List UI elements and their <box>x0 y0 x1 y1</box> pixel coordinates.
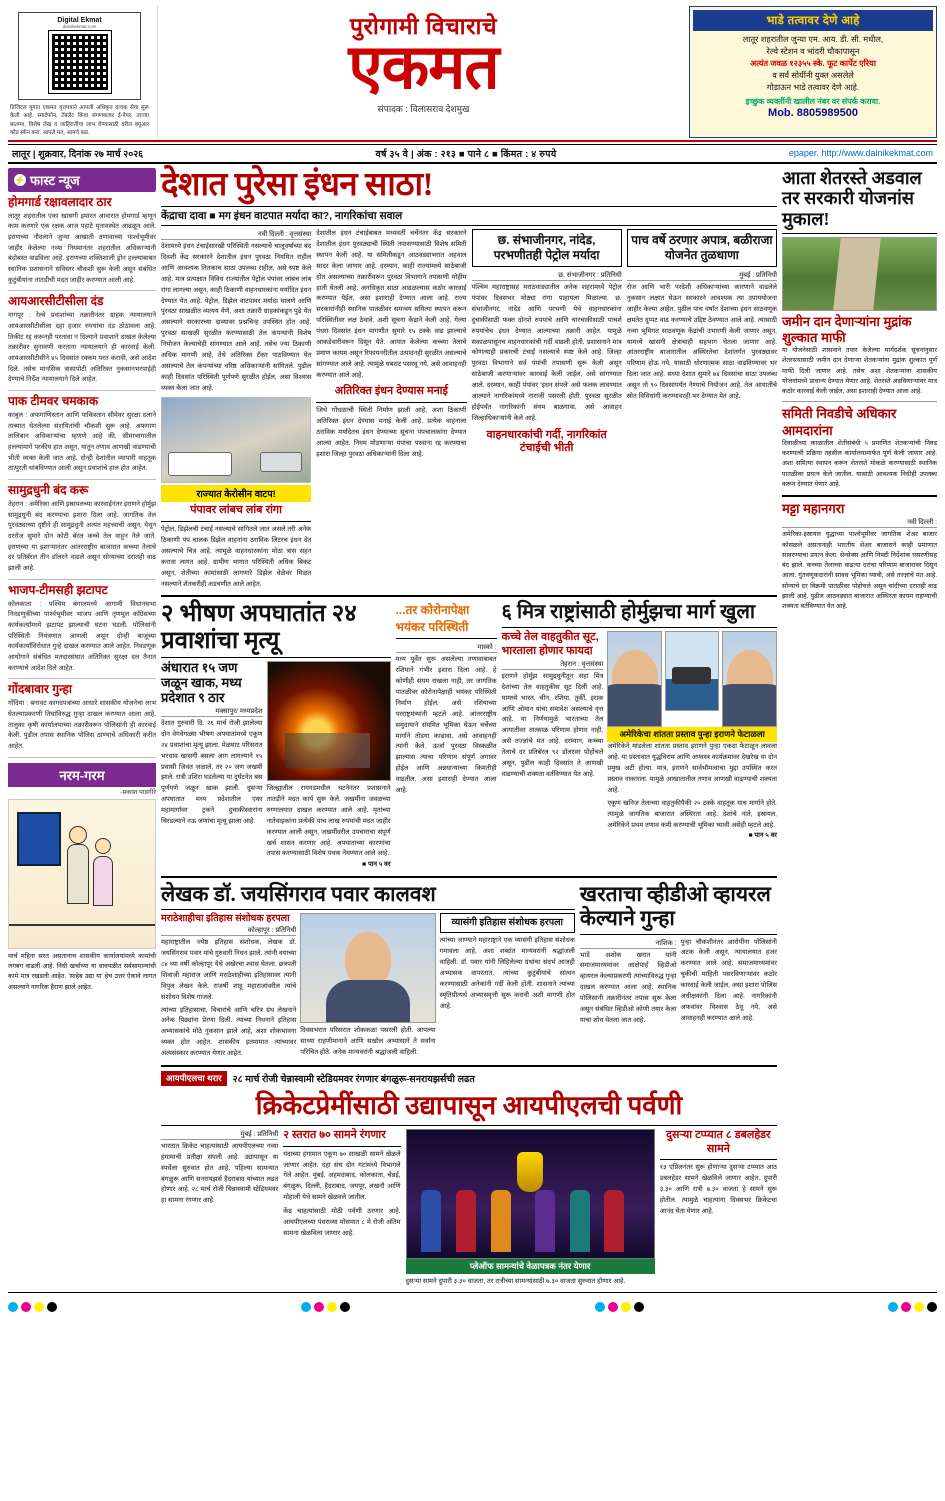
leader-portrait-right <box>722 631 777 727</box>
hormuz-subhead: कच्चे तेल वाहतुकीत सूट, भारताला होणार फायदा <box>501 631 599 658</box>
cartoon-figure-1 <box>67 844 89 904</box>
ad-heading: भाडे तत्वावर देणे आहे <box>693 10 933 31</box>
cartoon-caption: मार्च महिना सरत असतानाच शासकीय कार्यालयांमध्ये कामांची लगबग वाढली आहे. निधी खर्चाच्या या धावपळीत सर्वसामान्यांची कामे मात्र रखडली आहेत. 'साहेब उद्या या' हेच उत्तर ऐकावे लागत असल्याने नागरिक हैराण झाले आहेत. <box>8 952 156 991</box>
body-text: एकूण खनिज तेलाच्या वाहतुकीपैकी २० टक्के वाहतूक याच मार्गाने होते. त्यामुळे जागतिक बाजारात अस्थिरता आहे. देशांचे नाते, इस्रायल, अमेरिकेने प्रथम तणाव कमी करण्याची भूमिका घ्यावी असेही म्हटले आहे. <box>607 799 777 829</box>
page-reference: ■ पान ५ वर <box>362 861 391 869</box>
masthead-center <box>158 6 689 138</box>
second-section <box>161 601 777 871</box>
subsection-heading: वाहनधारकांची गर्दी, नागरिकांत टंचाईची भीती <box>486 428 607 455</box>
divider <box>660 1159 777 1160</box>
byline: मुंबई : प्रतिनिधी <box>161 1129 278 1140</box>
divider <box>161 521 311 522</box>
rail-title: सामुद्रधुनी बंद करू <box>8 483 89 497</box>
box-headline: व्यासंगी इतिहास संशोधक हरपला <box>440 913 575 933</box>
rail-text: लातूर शहरातील एका खासगी इमारत आवारात होमगार्ड म्हणून काम करणारे एक रक्षक आज पहाटे मृतावस्थेत आढळून आले. इराणच्या नौदलाने जुन्या आखाती तणावाच्या पार्श्वभूमीवर जाहीर केलेल्या नव्या नियमानंतर शहरातील अधिकाऱ्यांनी बंदोबस्त वाढविला आहे. इराणच्या शक्तिशाली ड्रोन हल्ल्याबाबत स्थानिक प्रशासनाने सविस्तर चौकशी सुरू केली असून संबंधित कुटुंबीयांना तातडीची मदत जाहीर करण्यात आली आहे. <box>8 212 156 284</box>
ipl-photo-column <box>406 1129 655 1288</box>
cmyk-group-mid2 <box>595 1296 644 1312</box>
narm-garam-header: नरम-गरम <box>8 763 156 787</box>
accident-headline: २ भीषण अपघातांत २४ प्रवाशांचा मृत्यू <box>161 601 357 654</box>
divider <box>782 401 937 402</box>
cmyk-group-mid <box>301 1296 350 1312</box>
ipl-section <box>161 1071 777 1288</box>
oil-tanker-photo <box>665 631 720 711</box>
portrait-torso <box>326 980 410 1022</box>
ipl-column-4 <box>660 1129 777 1288</box>
ipl-columns <box>161 1129 777 1288</box>
ad-mobile-number[interactable]: Mob. 8805989500 <box>768 107 858 120</box>
divider <box>782 495 937 497</box>
body-text: पुन्हा चौकशीनंतर आरोपींना पोलिसांनी अटक केली असून, न्यायालयात हजर करण्यात आले आहे. समाजमाध्यमांवर चुकीची माहिती पसरविणाऱ्यांवर कठोर कारवाई केली जाईल, असा इशारा पोलिस अधीक्षकांनी दिला आहे. नागरिकांनी अफवांवर विश्वास ठेवू नये, असे आवाहनही करण्यात आले आहे. <box>680 938 777 1022</box>
box-headline: पाच वर्षे ठरणार अपात्र, बळीराजा योजनेत तुळधाणा <box>627 229 777 267</box>
lead-column-1 <box>161 229 311 590</box>
cmyk-group-left <box>8 1296 57 1312</box>
subsection-heading: अतिरिक्त इंधन देण्यास मनाई <box>334 385 448 398</box>
divider <box>502 627 777 628</box>
divider <box>316 402 466 403</box>
body-text: दुसऱ्या सामने दुपारी ३.३० वाजता, तर रात्रीच्या सामन्यांसाठी ७.३० वाजता सुरुवात होणार आहे. <box>405 1277 626 1285</box>
body-text: देशामध्ये इंधन टंचाईसारखी परिस्थिती नसल्याचे चालूवर्षाच्या बंद दिवशी केंद्र सरकारने देशातील इंधन पुरवठा नियमित राहील आणि आवश्यक तितकाच साठा उपलब्ध राहील, असे स्पष्ट केले आहे. मात्र प्रत्यक्षात विविध राज्यांतील पेट्रोल पंपांवर लांबच लांब रांगा लागल्या असून, काही ठिकाणी वाहनधारकांना मर्यादित इंधन देण्यात येत आहे. पेट्रोल, डिझेल वाटपावर मर्यादा घालणे आणि पुरवठा साखळीत व्यत्यय येणे, अशा तक्रारी ग्राहकांकडून पुढे येत असल्याने सरकारच्या दाव्यावर प्रश्नचिन्ह उपस्थित होत आहे. पुरवठा साखळी सुरळीत करण्यासाठी तेल कंपन्यांनी विशेष नियोजन केल्याचेही सांगण्यात आले आहे. तसेच ज्या ठिकाणी अधिक मागणी आहे, तेथे अतिरिक्त टँकर पाठविण्यात येत असल्याचे तेल कंपन्यांच्या वरिष्ठ अधिकाऱ्यांनी सांगितले. पुढील काही दिवसांत परिस्थिती पूर्णपणे सुरळीत होईल, असा विश्वास व्यक्त केला जात आहे. <box>161 243 312 392</box>
body-text: दिवसभरात परिसरात शोककळा पसरली होती. आपल्या साध्या राहणीमानाने आणि सखोल अभ्यासाने ते सर्वांना परिचित होते. अनेक मान्यवरांनी श्रद्धांजली वाहिली. <box>300 1027 436 1057</box>
qr-title: Digital Ekmat <box>57 17 102 24</box>
rail-title: भाजप-टीमसही झटापट <box>8 582 108 597</box>
byline: नवी दिल्ली : वृत्तसंस्था <box>161 229 311 240</box>
ad-footer: इच्छुक व्यक्तींनी खालील नंबर वर संपर्क करावा. <box>745 97 881 107</box>
byline: कोल्हापूर : प्रतिनिधी <box>161 925 296 936</box>
divider <box>396 638 497 639</box>
bus-fire-photo <box>267 661 391 781</box>
body-text: देशातील इंधन टंचाईबाबत मध्यवर्ती चर्चेनंतर केंद्र सरकारने देशातील इंधन पुरवठ्याची स्थिती तपासण्यासाठी विशेष समिती स्थापन केली आहे. या समितीकडून आठवड्याभरात अहवाल सादर केला जाणार आहे. दरम्यान, काही राज्यांमध्ये साठेबाजी होत असल्याच्या तक्रारींवरून पुरवठा विभागाने तपासणी मोहीम हाती घेतली आहे. अनधिकृत साठा आढळल्यास कठोर कारवाई करण्यात येईल, असा इशाराही देण्यात आला आहे. राज्य सरकारांनीही स्थानिक पातळीवर समन्वय समित्या स्थापन करून परिस्थितीवर लक्ष ठेवावे, अशी सूचना केंद्राने केली आहे. गेल्या पंधरा दिवसांत इंधन मागणीत सुमारे १५ टक्के वाढ झाल्याचे आकडेवारीवरून दिसून येते. आयात केलेल्या कच्च्या तेलाचे प्रमाण कायम असून रिफायनरीतील उत्पादनही सुरळीत असल्याचे सांगण्यात आले आहे. त्यामुळे घबराट पसरवू नये, असे आवाहनही करण्यात आले आहे. <box>316 230 467 379</box>
ad-line-4: गोडाऊन भाडे तत्वावर देणे आहे. <box>766 82 860 92</box>
cartoon-image <box>8 799 156 949</box>
qr-code-image <box>49 31 111 93</box>
masthead-left-note: डिजिटल युगात एकमत वृत्तपत्राने आपली अधिकृत वाचक सेवा सुरू केली आहे. स्मार्टफोन, टॅबलेट किंवा संगणकावर ई-पेपर, ताज्या बातम्या, विशेष लेख व जाहिरातींचा लाभ घेण्यासाठी वरील क्यूआर कोड स्कॅन करा. आपले मत, आमचे बळ. <box>10 105 149 137</box>
fuel-queue-photo <box>161 397 311 483</box>
masthead <box>8 6 937 142</box>
market-headline: मट्टा महानगरा <box>782 501 845 517</box>
byline: मास्को : <box>396 642 497 653</box>
byline: मक्सापुर/ मध्यप्रदेश <box>161 706 263 717</box>
corona-headline: ...तर कोरोनापेक्षा भयंकर परिस्थिती <box>395 603 470 635</box>
lead-column-4 <box>627 229 777 590</box>
masthead-editor: संपादक : विलासराव देशमुख <box>377 104 470 115</box>
rail-title: आयआरसीटीसीला दंड <box>8 294 104 309</box>
body-text: या योजनेसाठी शासनाने तयार केलेल्या मार्गदर्शक सूचनांनुसार शेतरस्त्यासाठी जमीन दान देणाऱ्या शेतकऱ्यांना मुद्रांक शुल्कात पूर्ण माफी दिली जाणार आहे. तसेच अशा शेतकऱ्यांना शासकीय योजनांमध्ये प्राधान्य देण्यात येणार आहे. शेतरस्ते अडविणाऱ्यांवर मात्र कठोर कारवाई केली जाईल, असा इशाराही देण्यात आला आहे. <box>782 347 937 396</box>
lead-column-3 <box>472 229 622 590</box>
divider <box>161 1125 777 1126</box>
body-text: १३ एप्रिलनंतर सुरू होणाऱ्या दुसऱ्या टप्प्यात आठ डबलहेडर सामने खेळविले जाणार आहेत. दुपारी ३.३० आणि रात्री ७.३० वाजता हे सामने सुरू होतील. त्यामुळे चाहत्यांना दिवसभर क्रिकेटचा आनंद घेता येणार आहे. <box>659 1164 777 1215</box>
cartoon-board <box>17 812 61 866</box>
accident-subhead: अंधारात १५ जण जळून खाक, मध्य प्रदेशात ९ ठार <box>161 660 242 706</box>
body-text: महाराष्ट्रातील ज्येष्ठ इतिहास संशोधक, लेखक डॉ. जयसिंगराव पवार यांचे गुरुवारी निधन झाले. त्यांनी वयाच्या ८४ व्या वर्षी कोल्हापूर येथे अखेरचा श्वास घेतला. छत्रपती शिवाजी महाराज आणि मराठेशाहीच्या इतिहासावर त्यांनी विपुल लेखन केले. राजर्षी शाहू महाराजांवरील त्यांचे संशोधन विशेष गाजले. <box>161 939 297 1001</box>
list-item[interactable] <box>8 291 156 391</box>
rail-text: काबुल : अफगाणिस्तान आणि पाकिस्तान सीमेवर सुरक्षा दलाने ताब्यात घेतलेल्या संशयितांची चौकशी सुरू आहे. अफगाण तालिबान अधिकाऱ्यांचा म्हणणे आहे की, सीमाभागातील हल्ल्यांमागे परकीय हात असून, यातून तणाव आणखी वाढण्याची भीती व्यक्त केली जात आहे. दोन्ही देशांतील व्यापारी वाहतूक तात्पुरती थांबविण्यात आली असून प्रवाशांचे हाल होत आहेत. <box>8 411 156 473</box>
page-body <box>8 168 937 1288</box>
ipl-box1-head: २ स्तरात ७० सामने रंगणार <box>283 1128 386 1141</box>
divider <box>161 909 575 910</box>
ipl-kicker: आयपीएलचा थरार <box>161 1071 227 1086</box>
rail-text: नागपूर : रेल्वे प्रवाशांच्या तक्रारीनंतर ग्राहक न्यायालयाने आयआरसीटीसीला दहा हजार रुपयांचा दंड ठोठावला आहे. तिकीट रद्द करूनही परतावा न दिल्याने प्रवाशाने दाखल केलेल्या तक्रारीवर सुनावणी करताना न्यायालयाने ही कारवाई केली. आयआरसीटीसीने ४५ दिवसांत रक्कम परत करावी, असे आदेश दिले. तसेच मानसिक त्रासापोटी अतिरिक्त नुकसानभरपाईही देण्याचे निर्देश न्यायालयाने दिले आहेत. <box>8 312 156 384</box>
divider <box>161 876 777 878</box>
list-item[interactable] <box>8 192 156 292</box>
hormuz-story <box>502 601 777 871</box>
ipl-headline: क्रिकेटप्रेमींसाठी उद्यापासून आयपीएलची पर्वणी <box>255 1090 683 1120</box>
photo-caption: प्लेऑफ सामन्यांचे वेळापत्रक नंतर येणार <box>406 1259 655 1274</box>
ad-body <box>693 31 933 96</box>
body-text: रोज आणि भारी परदेशी अधिकाऱ्यांच्या कारणाने वाढलेले नुकसान लक्षात घेऊन सरकारने आवश्यक त्या उपाययोजना जाहीर केल्या आहेत. पुढील पाच वर्षांत देशाच्या इंधन साठवणूक क्षमतेत दुप्पट वाढ करण्याचे उद्दिष्ट ठेवण्यात आले आहे. त्यासाठी नव्या भूमिगत साठवणूक केंद्रांची उभारणी केली जाणार असून, यामध्ये खासगी क्षेत्राचाही सहभाग घेतला जाणार आहे. आंतरराष्ट्रीय बाजारातील अस्थिरतेचा देशांतर्गत पुरवठ्यावर परिणाम होऊ नये, यासाठी धोरणात्मक साठा वाढविण्यावर भर दिला जात आहे. सध्या देशात सुमारे ७४ दिवसांचा साठा उपलब्ध असून तो ९० दिवसांपर्यंत नेण्याचे नियोजन आहे. तेल आयातीचे स्रोत विविधांगी करण्यावरही भर देण्यात येत आहे. <box>626 284 777 400</box>
body-text: भारतात क्रिकेट चाहत्यांसाठी आयपीएलच्या नव्या हंगामाची प्रतीक्षा संपली आहे. उद्यापासून या स्पर्धेला सुरुवात होत आहे. पहिल्या सामन्यात बंगळुरू आणि सनरायझर्स हैदराबाद यांच्यात लढत होणार आहे. २८ मार्च रोजी चिन्नास्वामी स्टेडियमवर हा सामना रंगणार आहे. <box>161 1142 279 1205</box>
cartoon-figure-2 <box>93 856 113 906</box>
body-text: पश्चिम महाराष्ट्रासह मराठवाड्यातील अनेक शहरांमध्ये पेट्रोल पंपांवर दिवसभर मोठ्या रांगा पाहायला मिळाल्या. छ. संभाजीनगर, नांदेड आणि परभणी येथे वाहनधारकांना दुचाकीसाठी फक्त दोनशे रुपयांचे आणि चारचाकीसाठी पाचशे रुपयांचेच इंधन देण्यात आल्याच्या तक्रारी आहेत. यामुळे सकाळपासूनच वाहनधारकांची गर्दी वाढली होती. प्रशासनाने मात्र कोणत्याही प्रकारची टंचाई नसल्याचे स्पष्ट केले आहे. जिल्हा पुरवठा विभागाने सर्व पंपांची तपासणी सुरू केली असून साठेबाजी करणाऱ्यांवर कारवाई केली जाईल, असे सांगण्यात आले. दरम्यान, काही पंपांवर 'इंधन संपले' असे फलक लावण्यात आल्याने नागरिकांमध्ये नाराजी पसरली होती. पुरवठा सुरळीत होईपर्यंत नागरिकांनी संयम बाळगावा, असे आवाहन जिल्हाधिकाऱ्यांनी केले आहे. <box>471 284 622 422</box>
issue-date: लातूर | शुक्रवार, दिनांक २७ मार्च २०२६ <box>12 148 144 160</box>
rail-text: तेहरान : अमेरिका आणि इस्रायलच्या कारवाईनंतर इराणने होर्मुझ सामुद्रधुनी बंद करण्याचा इशारा दिला आहे. जागतिक तेल पुरवठ्याच्या दृष्टीने ही सामुद्रधुनी अत्यंत महत्त्वाची असून, येथून दररोज सुमारे दोन कोटी बॅरल कच्चे तेल वाहून नेले जाते. इराणच्या या इशाऱ्यानंतर आंतरराष्ट्रीय बाजारात कच्च्या तेलाचे दर प्रतिबॅरल तीन डॉलरने वाढले असून सोन्याच्या दरातही वाढ झाली आहे. <box>8 501 156 573</box>
body-text: जिथे गोंधळाची स्थिती निर्माण झाली आहे, अशा ठिकाणी अतिरिक्त इंधन देण्यास मनाई केली आहे. प्रत्येक वाहनाला ठराविक मर्यादेतच इंधन देण्याच्या सूचना पंपचालकांना देण्यात आल्या आहेत. नियम मोडणाऱ्या पंपांचा परवाना रद्द करण्याचा इशारा जिल्हा पुरवठा अधिकाऱ्यांनी दिला आहे. <box>316 407 467 458</box>
footer-color-bars <box>8 1292 937 1312</box>
cmyk-group-right <box>888 1296 937 1312</box>
right-rail <box>782 168 937 1288</box>
author-portrait <box>300 913 435 1023</box>
portrait-torso <box>722 684 777 726</box>
rail-text: कोलकाता : पश्चिम बंगालमध्ये आगामी विधानसभा निवडणुकीच्या पार्श्वभूमीवर भाजप आणि तृणमूल काँग्रेसच्या कार्यकर्त्यांमध्ये झटापट झाल्याची घटना घडली. पोलिसांनी परिस्थिती नियंत्रणात आणली असून दोन्ही बाजूंच्या कार्यकर्त्यांविरोधात गुन्हे दाखल करण्यात आले आहेत. निवडणूक आयोगाने संबंधित मतदारसंघात अतिरिक्त सुरक्षा दल तैनात करण्याचे आदेश दिले आहेत. <box>8 600 156 672</box>
body-text: पेट्रोल, डिझेलची टंचाई नसल्याचे सांगितले जात असले तरी अनेक ठिकाणी पंप चालक डिझेल वाहनांना ठराविक लिटरच इंधन देत असल्याचे चित्र आहे. त्यामुळे वाहनधारकांना मोठा त्रास सहन करावा लागत आहे. ग्रामीण भागात परिस्थिती अधिक बिकट असून, शेतीच्या कामांसाठी लागणारे डिझेल वेळेवर मिळत नसल्याने शेतकरीही अडचणीत आले आहेत. <box>161 526 312 588</box>
ipl-teams-photo <box>406 1129 655 1259</box>
body-text: दिवाळीच्या काळातील शेतीसंबंधी ५ प्रमाणित शेतकऱ्यांची निवड करण्याची प्रक्रिया तहसील कार्यालयामार्फत पूर्ण केली जाणार आहे. अशा समित्या स्थापन करून शेतरस्ते मोकळे करण्यासाठी स्थानिक पातळीवर प्रयत्न केले जातील. यासाठी आवश्यक निधीही उपलब्ध करून देण्यात येणार आहे. <box>782 439 937 488</box>
divider <box>283 1146 400 1147</box>
divider <box>161 657 391 658</box>
byline: नाशिक : <box>580 938 677 949</box>
hormuz-headline: ६ मित्र राष्ट्रांसाठी होर्मुझचा मार्ग खुला <box>501 601 756 624</box>
issue-volume: वर्ष ३५ वे | अंक : २१३ ■ पाने ८ ■ किंमत : ४ रुपये <box>375 148 557 160</box>
masthead-advertisement[interactable] <box>689 6 937 138</box>
rail-text: गोंदिया : बनावट कागदपत्रांच्या आधारे शासकीय योजनेचा लाभ घेतल्याप्रकरणी तिघांविरुद्ध गुन्हा दाखल करण्यात आला आहे. तालुका कृषी कार्यालयाच्या तक्रारीवरून पोलिसांनी ही कारवाई केली. पुढील तपास स्थानिक पोलिस ठाण्याचे अधिकारी करीत आहेत. <box>8 700 156 751</box>
body-text: भांडे अशोक खरात यांनी समाजमाध्यमांवर आक्षेपार्ह व्हिडीओ व्हायरल केल्याप्रकरणी त्यांच्याविरुद्ध गुन्हा दाखल करण्यात आला आहे. स्थानिक पोलिसांनी तक्रारीनंतर तपास सुरू केला असून संबंधित व्हिडीओ कोणी तयार केला याचा शोध घेतला जात आहे. <box>579 951 677 1024</box>
byline: छ. संभाजीनगर : प्रतिनिधी <box>472 270 622 281</box>
ad-line-0: लातूर शहरातील जुन्या एम. आय. डी. सी. मधील, <box>742 35 884 44</box>
body-text: मध्य पूर्वेत सुरू असलेल्या तणावाबाबत रशियाने गंभीर इशारा दिला आहे. हे कोणीही संयम राखला नाही, तर जागतिक पातळीवर कोरोनापेक्षाही भयंकर परिस्थिती निर्माण होईल, असे रशियाच्या परराष्ट्रमंत्र्यांनी म्हटले आहे. आंतरराष्ट्रीय समुदायाने संयमित भूमिका घेऊन चर्चेच्या मार्गाने तोडगा काढावा, असे आवाहनही त्यांनी केले. ऊर्जा पुरवठा विस्कळीत झाल्यास त्याचा परिणाम संपूर्ण जगावर होईल आणि अन्नधान्याच्या किमतीही वाढतील, असा इशाराही देण्यात आला आहे. <box>395 656 497 794</box>
ipl-column-2 <box>283 1129 400 1288</box>
narm-garam-author: -प्रकाश पाडगीरे <box>120 788 156 796</box>
masthead-tagline: पुरोगामी विचाराचे <box>349 13 498 39</box>
trophy-icon <box>517 1152 543 1192</box>
fast-news-title: फास्ट न्यूज <box>30 172 80 188</box>
epaper-link[interactable]: epaper. http://www.dainikekmat.com <box>788 148 933 159</box>
obituary-story <box>161 882 575 1060</box>
body-text: अमेरिकेने मांडलेला शांतता प्रस्ताव इराणने पुन्हा एकदा फेटाळून लावला आहे. या प्रस्तावात युद्धविराम आणि अण्वस्त्र कार्यक्रमावर देखरेख या दोन प्रमुख अटी होत्या. मात्र, इराणने सार्वभौमत्वाचा मुद्दा उपस्थित करत प्रस्ताव नाकारला. यामुळे आखातातील तणाव आणखी वाढण्याची शक्यता आहे. <box>607 743 777 794</box>
divider <box>161 595 777 597</box>
body-text: केंद्र चाहत्यांसाठी मोठी पर्वणी ठरणार आहे. आयपीएलच्या पंधराव्या मोसमात ८ मे रोजी अंतिम सामना खेळविला जाणार आहे. <box>283 1208 401 1237</box>
list-item[interactable] <box>8 580 156 680</box>
right-subhead-2: समिती निवडीचे अधिकार आमदारांना <box>782 406 897 438</box>
fast-news-rail <box>8 168 156 1288</box>
subsection-heading: पंपावर लांबच लांब रांगा <box>190 504 282 517</box>
third-section <box>161 882 777 1060</box>
bolt-icon: ⚡ <box>14 174 26 185</box>
right-subhead-1: जमीन दान देणाऱ्यांना मुद्रांक शुल्कात माफी <box>782 313 912 345</box>
qr-code-box[interactable] <box>18 12 141 100</box>
ad-line-3: व सर्व सोयींनी युक्त असलेले <box>772 70 854 80</box>
crime-story <box>580 882 777 1060</box>
body-text: इराणने होर्मुझ सामुद्रधुनीतून सहा मित्र देशांच्या तेल वाहतुकीस सूट दिली आहे. यामध्ये भारत, चीन, रशिया, तुर्की, इराक आणि ओमान यांचा समावेश असल्याचे वृत्त आहे. या निर्णयामुळे भारताच्या तेल आयातीवर तात्काळ परिणाम होणार नाही, असे तज्ज्ञांचे मत आहे. दरम्यान, कच्च्या तेलाचे दर प्रतिबॅरल ९२ डॉलरवर पोहोचले असून, पुढील काही दिवसांत ते आणखी वाढण्याची शक्यता वर्तविण्यात येत आहे. <box>501 672 604 778</box>
rail-title: होमगार्ड रक्षावलादार ठार <box>8 194 112 209</box>
body-text: यंदाच्या हंगामात एकूण ७० साखळी सामने खेळले जाणार आहेत. दहा संघ दोन गटांमध्ये विभागले गेले आहेत. मुंबई, अहमदाबाद, कोलकाता, चेन्नई, बंगळुरू, दिल्ली, हैदराबाद, जयपूर, लखनौ आणि मोहाली येथे सामने खेळवले जातील. <box>283 1150 401 1202</box>
ipl-column-1 <box>161 1129 278 1288</box>
fast-news-header <box>8 168 156 192</box>
box-headline: छ. संभाजीनगर, नांदेड, परभणीतही पेट्रोल मर्यादा <box>472 229 622 267</box>
body-text: त्यांच्या इतिहासाचा, विचारांचे आणि चरित्र ग्रंथ लेखनाने अनेक पिढ्यांना प्रेरणा दिली. त्यांच्या निधनाने इतिहास अभ्यासकांचे मोठे नुकसान झाले आहे, अशा शोकभावना व्यक्त होत आहेत. शासकीय इतमामात त्यांच्यावर अंत्यसंस्कार करण्यात येणार आहेत. <box>161 1006 297 1057</box>
lead-subhead: केंद्राचा दावा ■ मग इंधन वाटपात मर्यादा का?, नागरिकांचा सवाल <box>161 206 777 226</box>
cartoon-ground-line <box>9 924 155 926</box>
accident-story <box>161 601 391 871</box>
list-item[interactable] <box>8 391 156 480</box>
rail-title: गोंदबावार गुन्हा <box>8 682 73 697</box>
body-text: देशात गुरुवारी दि. २६ मार्च रोजी झालेल्या दोन वेगवेगळ्या भीषण अपघातांमध्ये एकूण २४ प्रवाशांचा मृत्यू झाला. मेळघाट परिसरात भरधाव खासगी बसला आग लागल्याने १५ प्रवासी जिवंत जळाले, तर २० जण जखमी झाले. रात्री उशिरा घडलेल्या या दुर्घटनेत बस पूर्णपणे जळून खाक झाली. दुसऱ्या अपघातात मध्य प्रदेशातील एका महामार्गावर ट्रकने दुचाकीस्वारांना चिरडल्याने नऊ जणांचा मृत्यू झाला आहे. <box>161 720 263 825</box>
byline: तेहरान : वृत्तसंस्था <box>502 659 604 670</box>
right-headline: आता शेतरस्ते अडवाल तर सरकारी योजनांस मुकाल! <box>782 167 922 229</box>
body-text: त्यांच्या जाण्याने महाराष्ट्राने एक व्यासंगी इतिहास संशोधक गमावला आहे, अशा शब्दांत मान्यवरांनी श्रद्धांजली वाहिली. डॉ. पवार यांनी लिहिलेल्या ग्रंथांचा संदर्भ आजही अभ्यासक वापरतात. त्यांच्या कुटुंबीयांचे सांत्वन करण्यासाठी अनेकांनी गर्दी केली होती. शासनाने त्यांच्या स्मृतिप्रीत्यर्थ अभ्यासवृत्ती सुरू करावी अशी मागणी होत आहे. <box>439 937 575 1010</box>
leader-portrait-left <box>607 631 662 727</box>
list-item[interactable] <box>8 480 156 580</box>
lead-story-columns <box>161 229 777 590</box>
masthead-left <box>8 6 158 138</box>
crime-headline: खरताचा व्हीडीओ व्हायरल केल्याने गुन्हा <box>579 882 771 931</box>
ad-line-2: अत्यंत जवळ १२३५५ स्के. फूट कार्पेट एरिया <box>749 58 877 68</box>
divider <box>580 934 777 935</box>
cartoon-head-2 <box>95 838 111 854</box>
rail-title: पाक टीमवर चमकाक <box>8 393 99 408</box>
corona-story <box>396 601 497 871</box>
ad-line-1: रेल्वे स्टेशन व भांदरी चौकापासून <box>766 46 860 56</box>
obituary-headline: लेखक डॉ. जयसिंगराव पवार कालवश <box>161 882 436 907</box>
portrait-torso <box>607 684 662 726</box>
ipl-kicker-sub: २८ मार्च रोजी चेन्नास्वामी स्टेडियमवर रंगणार बंगळुरू-सनरायझर्सची लढत <box>232 1073 475 1085</box>
photo-caption: राज्यात केरोसीन वाटप! <box>161 485 311 502</box>
lead-column-2 <box>316 229 466 590</box>
photo-caption: अमेरिकेचा शांतता प्रस्ताव पुन्हा इराणने फेटाळला <box>607 727 777 742</box>
page-reference: ■ पान ५ वर <box>748 832 777 840</box>
body-text: जिल्ह्यातील रायगडमधील घटनेनंतर प्रशासनाने तातडीने मदत कार्य सुरू केले. जखमींना जवळच्या रुग्णालयात दाखल करण्यात आले आहे. मृतांच्या नातेवाइकांना प्रत्येकी पाच लाख रुपयांची मदत जाहीर करण्यात आली असून, जखमींवरील उपचाराचा संपूर्ण खर्च शासन करणार आहे. अपघाताच्या कारणांचा तपास करण्यासाठी विशेष पथक नेमण्यात आले आहे. <box>266 785 391 858</box>
divider <box>161 1065 777 1067</box>
main-content <box>161 168 777 1288</box>
qr-subtitle: dainikekmat.com <box>62 24 97 29</box>
masthead-title: एकमत <box>348 34 499 103</box>
divider <box>782 233 937 234</box>
byline: नवी दिल्ली : <box>782 517 937 528</box>
obituary-subhead: मराठेशाहीचा इतिहास संशोधक हरपला <box>161 913 290 925</box>
issue-info-bar <box>8 144 937 164</box>
byline: मुंबई : प्रतिनिधी <box>627 270 777 281</box>
cartoon-head-1 <box>69 826 87 844</box>
page-title: देशात पुरेसा इंधन साठा! <box>161 166 434 203</box>
ipl-box2-head: दुसऱ्या टप्प्यात ८ डबलहेडर सामने <box>666 1128 771 1155</box>
farm-road-photo <box>782 237 937 311</box>
list-item[interactable] <box>8 679 156 757</box>
body-text: अमेरिका-इस्रायल युद्धाच्या पार्श्वभूमीवर जागतिक शेअर बाजार कोसळले असतानाही भारतीय शेअर बाजाराने काही प्रमाणात सावरण्याचा प्रयत्न केला. सेन्सेक्स आणि निफ्टी निर्देशांक घसरणीसह बंद झाले. कच्च्या तेलाच्या वाढत्या दरांचा परिणाम बाजारावर दिसून आला. गुंतवणूकदारांनी सावध भूमिका घ्यावी, असे तज्ज्ञांचे मत आहे. सोन्याचे दर विक्रमी पातळीवर पोहोचले असून चांदीच्या दरातही वाढ झाली आहे. पुढील आठवड्यात बाजारात अस्थिरता कायम राहण्याची शक्यता वर्तविण्यात येत आहे. <box>782 531 937 611</box>
